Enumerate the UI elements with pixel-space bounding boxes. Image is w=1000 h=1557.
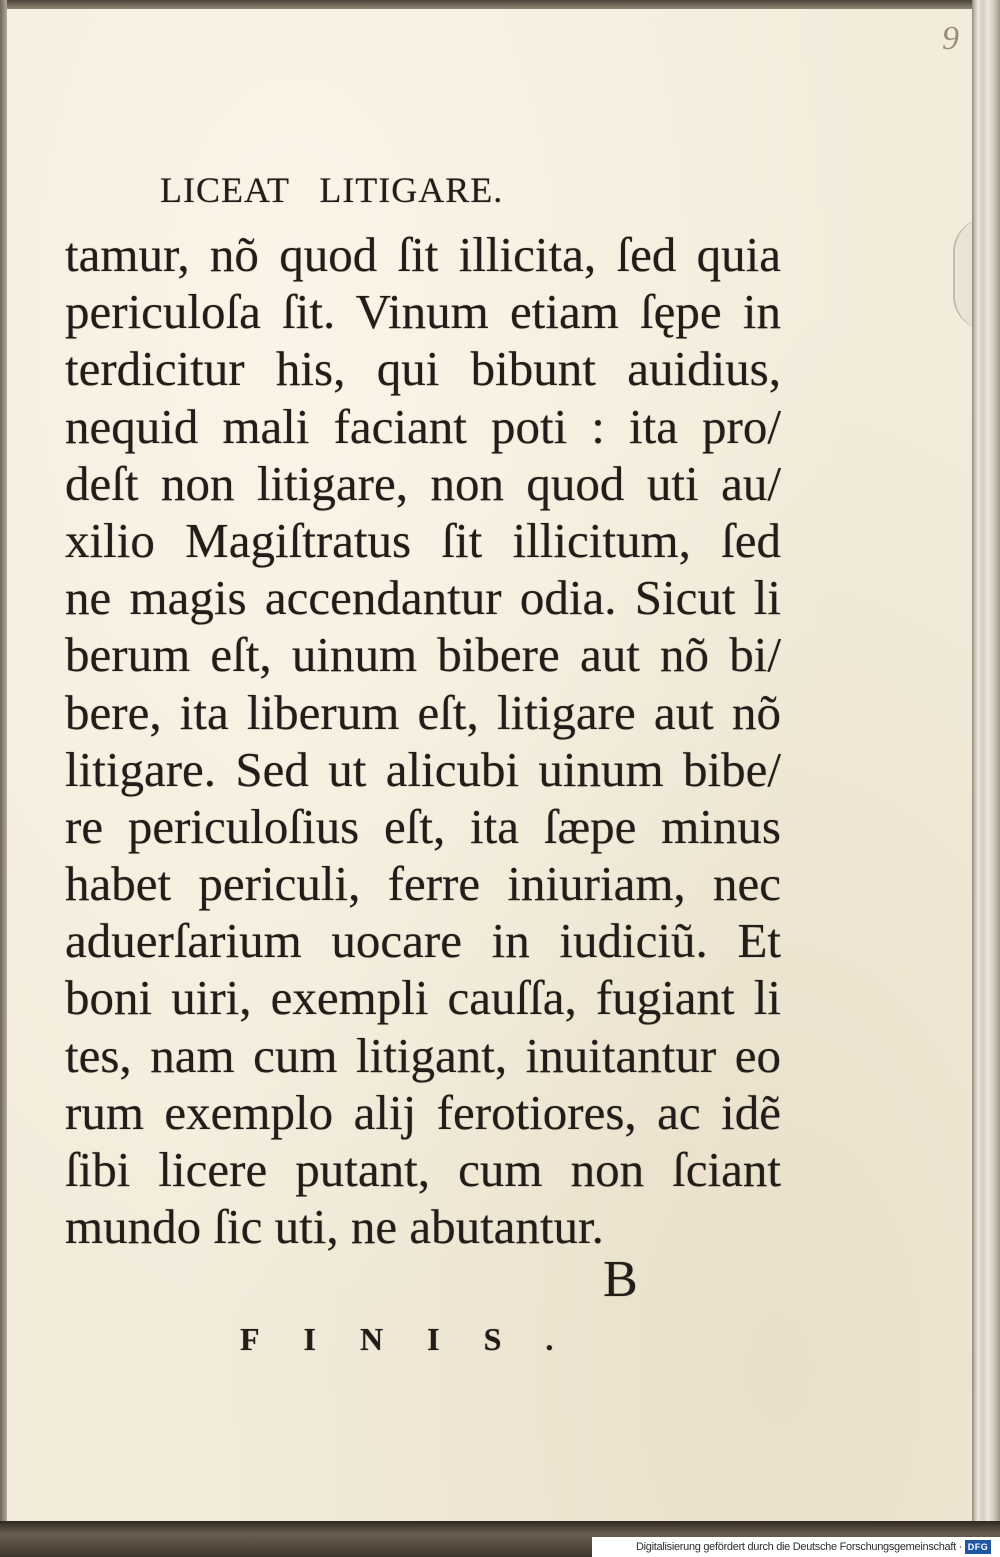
- running-head: LICEAT LITIGARE.: [160, 170, 504, 210]
- book-top-edge: [0, 0, 1000, 9]
- dfg-logo[interactable]: DFG: [965, 1540, 991, 1554]
- text-line: litigare. Sed ut alicubi uinum bibe/: [65, 741, 781, 797]
- text-line: ſibi licere putant, cum non ſciant: [65, 1142, 781, 1197]
- text-line: boni uiri, exempli cauſſa, fugiant li: [65, 970, 781, 1026]
- text-line: periculoſa ſit. Vinum etiam ſępe in: [65, 284, 781, 340]
- book-left-edge: [0, 0, 7, 1522]
- text-line: tamur, nõ quod ſit illicita, ſed quia: [65, 227, 781, 282]
- text-line: tes, nam cum litigant, inuitantur eo: [65, 1027, 781, 1083]
- footer-bar: [592, 1537, 1000, 1557]
- finis-colophon: FINIS.: [240, 1321, 598, 1357]
- text-line: ne magis accendantur odia. Sicut li: [65, 570, 781, 626]
- signature-mark: B: [603, 1251, 638, 1308]
- text-line: re periculoſius eſt, ita ſæpe minus: [65, 798, 781, 854]
- page-fore-edge: [972, 0, 1000, 1522]
- text-line: nequid mali faciant poti : ita pro/: [65, 398, 781, 454]
- folio-number: 9: [942, 20, 959, 57]
- text-line: xilio Magiſtratus ſit illicitum, ſed: [65, 512, 781, 568]
- footer-credit: Digitalisierung gefördert durch die Deutsche Forschungsgemeinschaft ·: [636, 1541, 962, 1553]
- text-line: bere, ita liberum eſt, litigare aut nõ: [65, 684, 781, 740]
- text-line: rum exemplo alij ferotiores, ac idẽ: [65, 1084, 781, 1140]
- text-block: [65, 226, 781, 1255]
- text-line: berum eſt, uinum bibere aut nõ bi/: [65, 627, 781, 683]
- text-line: habet periculi, ferre iniuriam, nec: [65, 856, 781, 912]
- text-line: terdicitur his, qui bibunt auidius,: [65, 341, 781, 397]
- text-line: aduerſarium uocare in iudiciũ. Et: [65, 913, 781, 969]
- text-line: deſt non litigare, non quod uti au/: [65, 455, 781, 511]
- text-line: mundo ſic uti, ne abutantur.: [65, 1199, 604, 1255]
